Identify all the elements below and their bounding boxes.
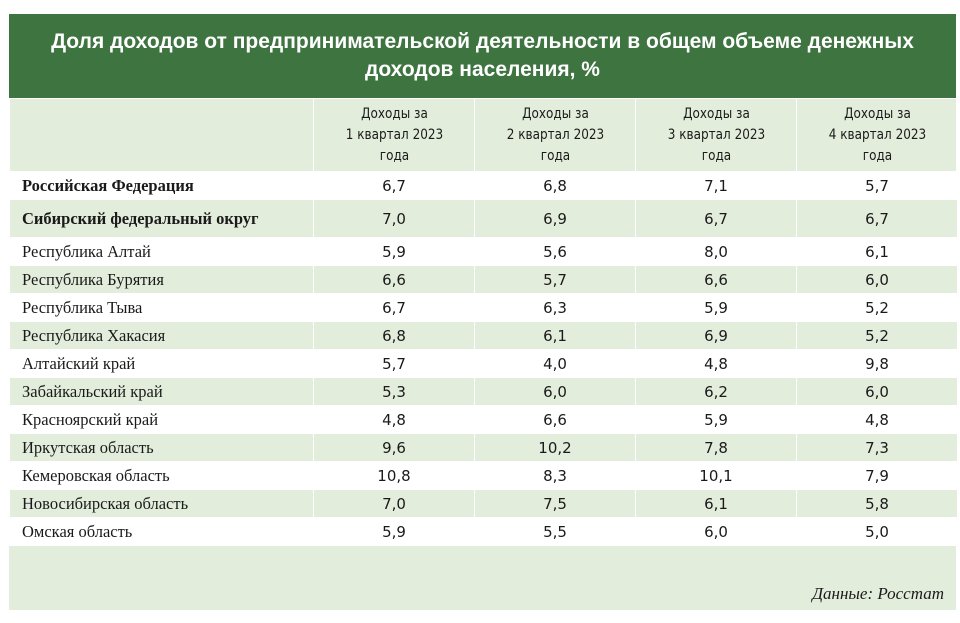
value-cell: 4,0 [475, 350, 636, 378]
value-cell: 8,3 [475, 462, 636, 490]
value-cell: 5,7 [314, 350, 475, 378]
header-label: Доходы за 2 квартал 2023 года [506, 105, 604, 164]
value-cell: 5,9 [636, 294, 797, 322]
value-cell: 7,0 [314, 490, 475, 518]
region-name: Иркутская область [10, 434, 314, 462]
value-cell: 6,0 [797, 266, 958, 294]
region-name: Республика Хакасия [10, 322, 314, 350]
table-row [10, 172, 958, 200]
value-cell: 6,3 [475, 294, 636, 322]
table-row [10, 406, 958, 434]
region-name: Кемеровская область [10, 462, 314, 490]
value-cell: 4,8 [636, 350, 797, 378]
value-cell: 10,1 [636, 462, 797, 490]
value-cell: 5,7 [475, 266, 636, 294]
value-cell: 9,8 [797, 350, 958, 378]
header-cell [647, 99, 785, 172]
value-cell: 5,0 [797, 518, 958, 546]
value-cell: 6,7 [636, 200, 797, 238]
value-cell: 6,8 [314, 322, 475, 350]
table-row [10, 378, 958, 406]
value-cell: 5,7 [797, 172, 958, 200]
region-name: Забайкальский край [10, 378, 314, 406]
header-cell [325, 99, 463, 172]
region-name: Российская Федерация [10, 172, 314, 200]
source-note: Данные: Росстат [812, 584, 944, 603]
value-cell: 6,2 [636, 378, 797, 406]
region-name: Алтайский край [10, 350, 314, 378]
region-name: Республика Алтай [10, 238, 314, 266]
value-cell: 6,9 [475, 200, 636, 238]
value-cell: 8,0 [636, 238, 797, 266]
value-cell: 6,8 [475, 172, 636, 200]
value-cell: 6,7 [314, 294, 475, 322]
header-label: Доходы за 1 квартал 2023 года [345, 105, 443, 164]
value-cell: 7,3 [797, 434, 958, 462]
region-name: Омская область [10, 518, 314, 546]
value-cell: 5,9 [314, 518, 475, 546]
value-cell: 6,0 [636, 518, 797, 546]
header-label: Доходы за 3 квартал 2023 года [667, 105, 765, 164]
value-cell: 7,0 [314, 200, 475, 238]
table-row [10, 350, 958, 378]
table-row [10, 434, 958, 462]
value-cell: 6,1 [475, 322, 636, 350]
value-cell: 10,2 [475, 434, 636, 462]
value-cell: 6,0 [797, 378, 958, 406]
table-row [10, 266, 958, 294]
header-cell [808, 99, 946, 172]
value-cell: 7,8 [636, 434, 797, 462]
value-cell: 6,6 [636, 266, 797, 294]
value-cell: 6,7 [797, 200, 958, 238]
value-cell: 5,2 [797, 294, 958, 322]
value-cell: 7,9 [797, 462, 958, 490]
value-cell: 10,8 [314, 462, 475, 490]
value-cell: 6,6 [314, 266, 475, 294]
value-cell: 5,3 [314, 378, 475, 406]
header-cell-empty [31, 99, 292, 172]
table-row [10, 238, 958, 266]
value-cell: 6,1 [797, 238, 958, 266]
region-name: Республика Тыва [10, 294, 314, 322]
value-cell: 6,7 [314, 172, 475, 200]
value-cell: 7,5 [475, 490, 636, 518]
region-name: Республика Бурятия [10, 266, 314, 294]
value-cell: 4,8 [797, 406, 958, 434]
table-title: Доля доходов от предпринимательской деятельности в общем объеме денежных доходов населения, % [9, 14, 956, 98]
table-row [10, 518, 958, 546]
header-label: Доходы за 4 квартал 2023 года [828, 105, 926, 164]
table-row [10, 490, 958, 518]
region-name: Сибирский федеральный округ [10, 200, 314, 238]
value-cell: 5,9 [636, 406, 797, 434]
table-row [10, 322, 958, 350]
value-cell: 5,9 [314, 238, 475, 266]
table-row [10, 294, 958, 322]
value-cell: 6,9 [636, 322, 797, 350]
value-cell: 5,2 [797, 322, 958, 350]
table-panel [9, 14, 956, 610]
value-cell: 7,1 [636, 172, 797, 200]
value-cell: 5,8 [797, 490, 958, 518]
data-table [9, 98, 958, 546]
value-cell: 6,0 [475, 378, 636, 406]
region-name: Красноярский край [10, 406, 314, 434]
region-name: Новосибирская область [10, 490, 314, 518]
table-row [10, 200, 958, 238]
value-cell: 5,6 [475, 238, 636, 266]
value-cell: 4,8 [314, 406, 475, 434]
value-cell: 5,5 [475, 518, 636, 546]
header-cell [486, 99, 624, 172]
header-row [10, 99, 958, 172]
value-cell: 9,6 [314, 434, 475, 462]
value-cell: 6,1 [636, 490, 797, 518]
table-row [10, 462, 958, 490]
value-cell: 6,6 [475, 406, 636, 434]
